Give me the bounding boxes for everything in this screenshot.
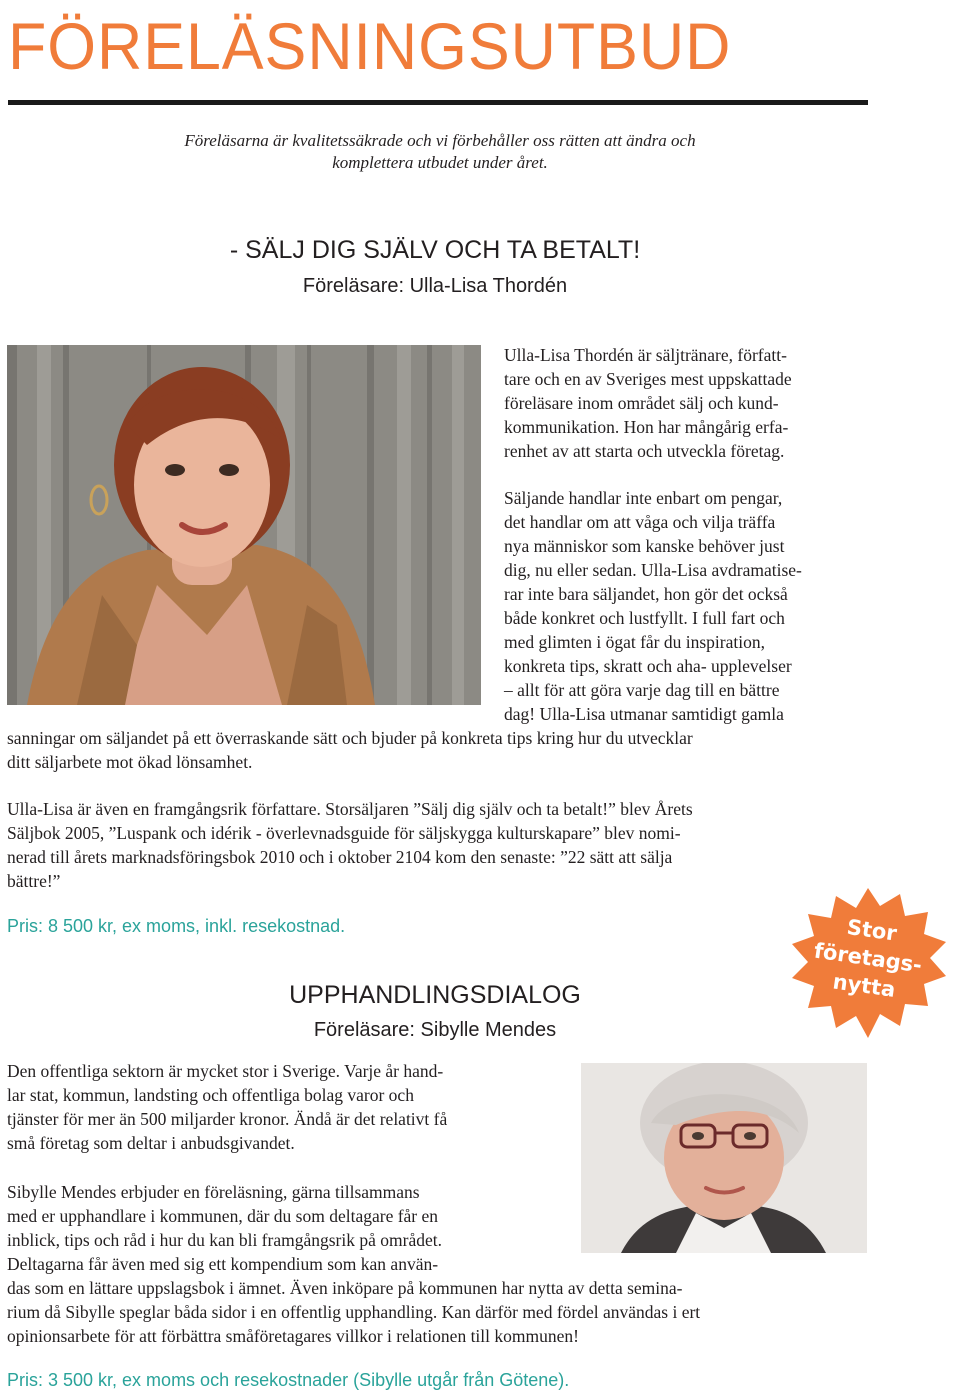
paragraph-line: renhet av att starta och utveckla företag. <box>504 441 785 461</box>
paragraph-line: inblick, tips och råd i hur du kan bli framgångsrik på området. <box>7 1230 442 1250</box>
paragraph-line: kommunikation. Hon har mångårig erfa- <box>504 417 789 437</box>
lecture2-intro <box>7 1059 447 1155</box>
lecture2-heading: UPPHANDLINGSDIALOG <box>289 981 581 1009</box>
ulla-lisa-photo <box>7 345 481 705</box>
lecture2-price: Pris: 3 500 kr, ex moms och resekostnader (Sibylle utgår från Götene). <box>7 1370 570 1390</box>
paragraph-line: rium då Sibylle speglar båda sidor i en offentlig upphandling. Kan därför med fördel användas i ert <box>7 1302 701 1322</box>
lecture1-heading: - SÄLJ DIG SJÄLV OCH TA BETALT! <box>229 236 641 264</box>
paragraph-line: Sibylle Mendes erbjuder en föreläsning, gärna tillsammans <box>7 1182 420 1202</box>
lecture1-price: Pris: 8 500 kr, ex moms, inkl. resekostnad. <box>7 916 346 936</box>
paragraph-line: Deltagarna får även med sig ett kompendium som kan använ- <box>7 1254 439 1274</box>
paragraph-line: opinionsarbete för att förbättra småföretagares villkor i relationen till kommunen! <box>7 1326 579 1346</box>
paragraph-line: dag! Ulla-Lisa utmanar samtidigt gamla <box>504 704 784 724</box>
paragraph-line: nerad till årets marknadsföringsbok 2010 och i oktober 2104 kom den senaste: ”22 sätt att sälja <box>7 847 673 867</box>
paragraph-line: dig, nu eller sedan. Ulla-Lisa avdramatise- <box>504 560 802 580</box>
paragraph-line: Säljande handlar inte enbart om pengar, <box>504 488 783 508</box>
lecture1-intro <box>504 343 792 463</box>
badge-line: nytta <box>831 969 897 1002</box>
paragraph-line: ditt säljarbete mot ökad lönsamhet. <box>7 752 253 772</box>
paragraph-line: lar stat, kommun, landsting och offentliga bolag varor och <box>7 1085 414 1105</box>
paragraph-line: rar inte bara säljandet, hon gör det också <box>504 584 788 604</box>
badge-line: Stor <box>845 914 899 946</box>
lecture1-speaker: Föreläsare: Ulla-Lisa Thordén <box>302 275 568 297</box>
paragraph-line: det handlar om att våga och vilja träffa <box>504 512 776 532</box>
paragraph-line: tjänster för mer än 500 miljarder kronor. Ändå är det relativt få <box>7 1109 448 1129</box>
page-title: FÖRELÄSNINGSUTBUD <box>8 9 732 83</box>
badge-line: företags- <box>812 938 924 978</box>
lecture1-author-paragraph <box>7 797 693 893</box>
paragraph-line: – allt för att göra varje dag till en bättre <box>504 680 780 700</box>
disclaimer-note <box>110 130 770 174</box>
disclaimer-line: Föreläsarna är kvalitetssäkrade och vi förbehåller oss rätten att ändra och <box>184 131 696 150</box>
lecture2-speaker: Föreläsare: Sibylle Mendes <box>313 1019 557 1041</box>
paragraph-line: föreläsare inom området sälj och kund- <box>504 393 779 413</box>
paragraph-line: sanningar om säljandet på ett överraskande sätt och bjuder på konkreta tips kring hur du utvecklar <box>7 728 693 748</box>
lecture1-body-continued <box>7 726 693 774</box>
paragraph-line: nya människor som kanske behöver just <box>504 536 785 556</box>
paragraph-line: Säljbok 2005, ”Luspank och idérik - överlevnadsguide för säljskygga kulturskapare” blev nomi- <box>7 823 681 843</box>
paragraph-line: Ulla-Lisa är även en framgångsrik författare. Storsäljaren ”Sälj dig själv och ta betalt!” blev Årets <box>7 799 693 819</box>
paragraph-line: små företag som deltar i anbudsgivandet. <box>7 1133 295 1153</box>
paragraph-line: med er upphandlare i kommunen, där du som deltagare får en <box>7 1206 439 1226</box>
paragraph-line: Ulla-Lisa Thordén är säljtränare, författ- <box>504 345 787 365</box>
paragraph-line: både konkret och lustfyllt. I full fart och <box>504 608 785 628</box>
lecture2-body <box>7 1180 700 1348</box>
paragraph-line: das som en lättare uppslagsbok i ämnet. Även inköpare på kommunen har nytta av detta semina- <box>7 1278 683 1298</box>
disclaimer-line: komplettera utbudet under året. <box>332 153 548 172</box>
paragraph-line: konkreta tips, skratt och aha- upplevelser <box>504 656 792 676</box>
paragraph-line: med glimten i ögat får du inspiration, <box>504 632 765 652</box>
title-divider <box>8 100 868 105</box>
lecture1-body <box>504 486 802 726</box>
paragraph-line: tare och en av Sveriges mest uppskattade <box>504 369 792 389</box>
paragraph-line: bättre!” <box>7 871 61 891</box>
paragraph-line: Den offentliga sektorn är mycket stor i Sverige. Varje år hand- <box>7 1061 444 1081</box>
